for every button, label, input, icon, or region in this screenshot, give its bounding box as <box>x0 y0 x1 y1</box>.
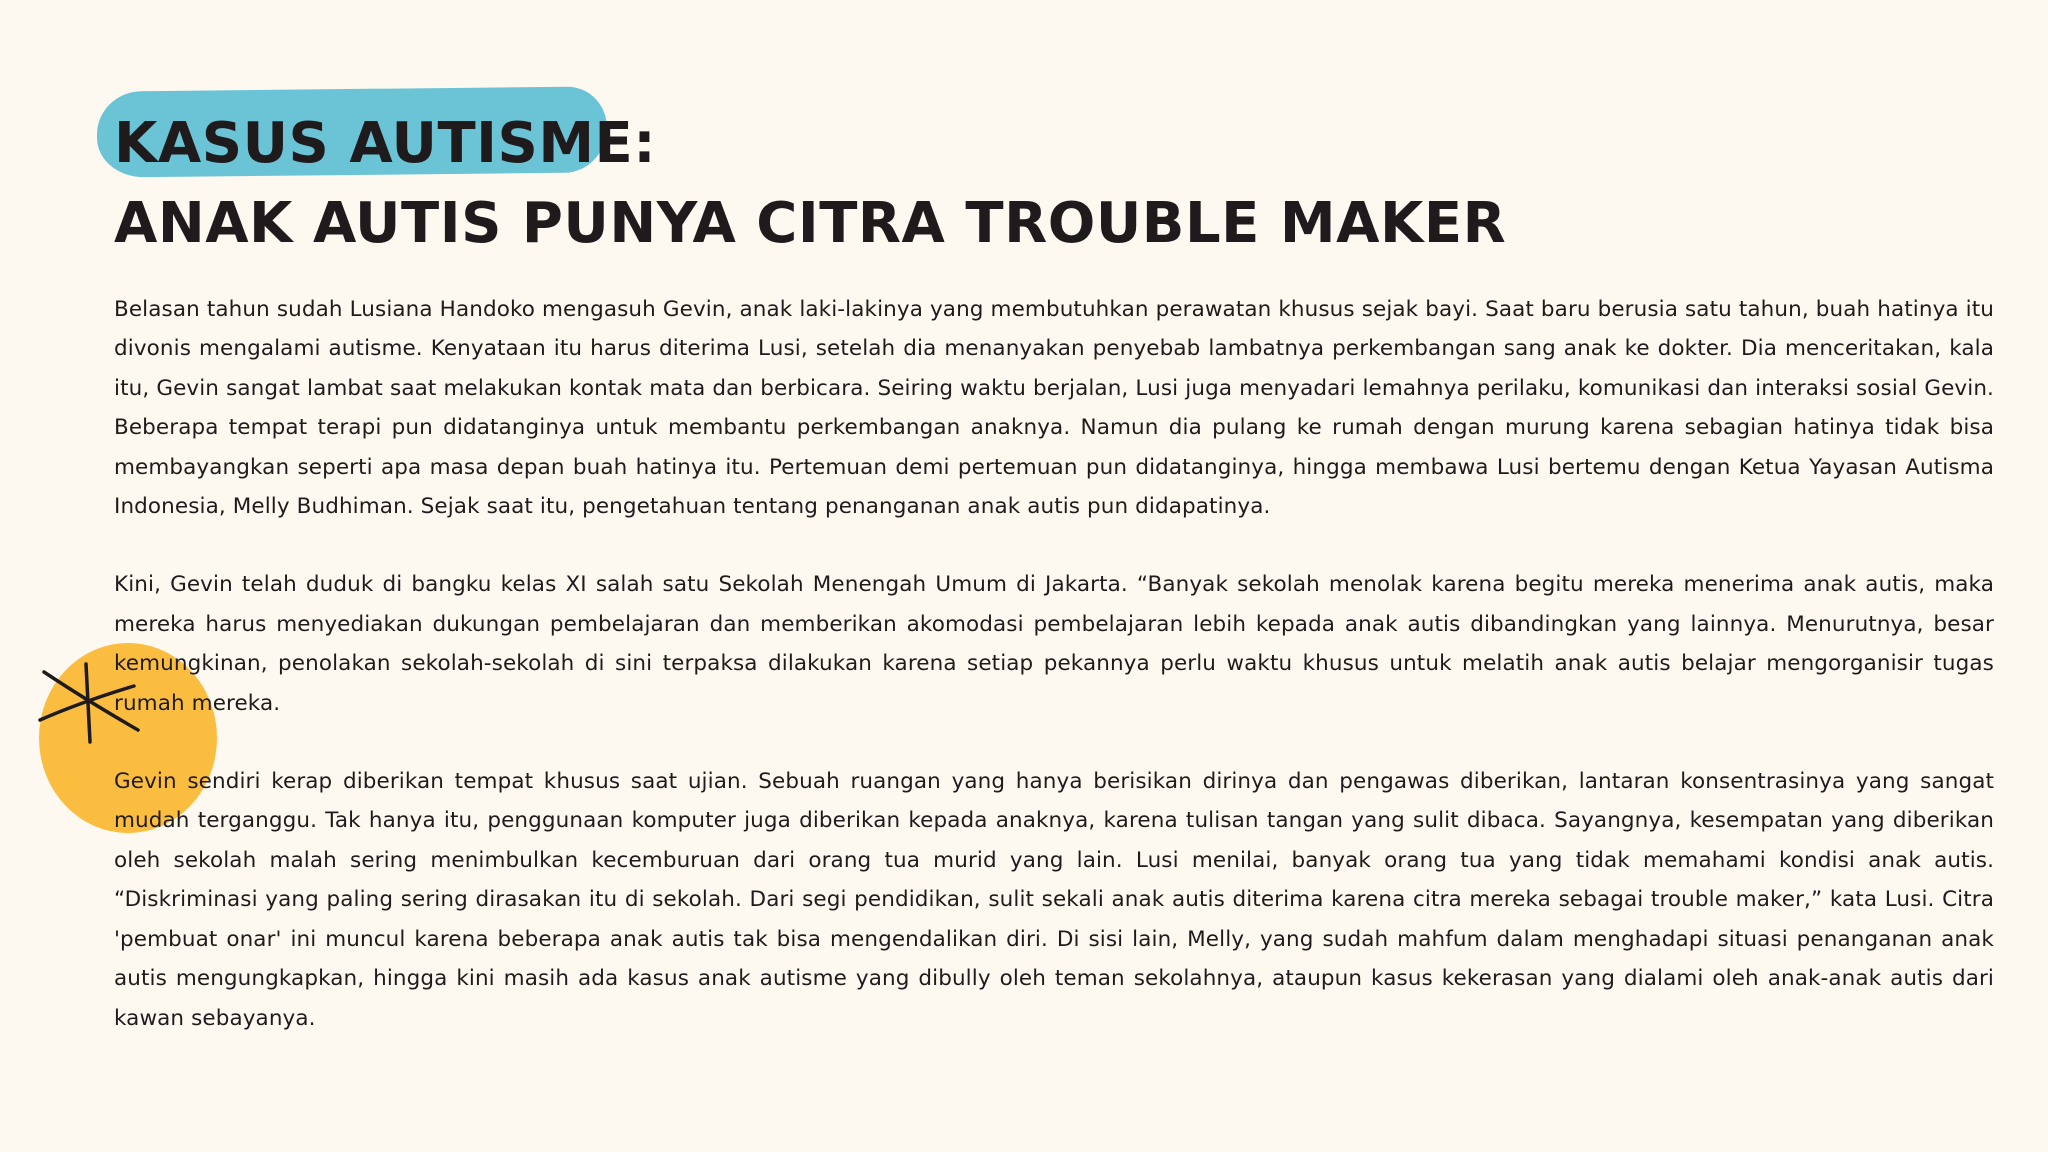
title-line-2: ANAK AUTIS PUNYA CITRA TROUBLE MAKER <box>114 191 1507 256</box>
article-body <box>114 290 1994 1077</box>
paragraph-3: Gevin sendiri kerap diberikan tempat khusus saat ujian. Sebuah ruangan yang hanya berisikan dirinya dan pengawas diberikan, lantaran konsentrasinya yang sangat mudah terganggu. Tak hanya itu, penggunaan komputer juga diberikan kepada anaknya, karena tulisan tangan yang sulit dibaca. Sayangnya, kesempatan yang diberikan oleh sekolah malah sering menimbulkan kecemburuan dari orang tua murid yang lain. Lusi menilai, banyak orang tua yang tidak memahami kondisi anak autis. “Diskriminasi yang paling sering dirasakan itu di sekolah. Dari segi pendidikan, sulit sekali anak autis diterima karena citra mereka sebagai trouble maker,” kata Lusi. Citra 'pembuat onar' ini muncul karena beberapa anak autis tak bisa mengendalikan diri. Di sisi lain, Melly, yang sudah mahfum dalam menghadapi situasi penanganan anak autis mengungkapkan, hingga kini masih ada kasus anak autisme yang dibully oleh teman sekolahnya, ataupun kasus kekerasan yang dialami oleh anak-anak autis dari kawan sebayanya. <box>114 769 1994 1031</box>
paragraph-1: Belasan tahun sudah Lusiana Handoko mengasuh Gevin, anak laki-lakinya yang membutuhkan perawatan khusus sejak bayi. Saat baru berusia satu tahun, buah hatinya itu divonis mengalami autisme. Kenyataan itu harus diterima Lusi, setelah dia menanyakan penyebab lambatnya perkembangan sang anak ke dokter. Dia menceritakan, kala itu, Gevin sangat lambat saat melakukan kontak mata dan berbicara. Seiring waktu berjalan, Lusi juga menyadari lemahnya perilaku, komunikasi dan interaksi sosial Gevin. Beberapa tempat terapi pun didatanginya untuk membantu perkembangan anaknya. Namun dia pulang ke rumah dengan murung karena sebagian hatinya tidak bisa membayangkan seperti apa masa depan buah hatinya itu. Pertemuan demi pertemuan pun didatanginya, hingga membawa Lusi bertemu dengan Ketua Yayasan Autisma Indonesia, Melly Budhiman. Sejak saat itu, pengetahuan tentang penanganan anak autis pun didapatinya. <box>114 297 1994 520</box>
paragraph-2: Kini, Gevin telah duduk di bangku kelas XI salah satu Sekolah Menengah Umum di Jakarta. “Banyak sekolah menolak karena begitu mereka menerima anak autis, maka mereka harus menyediakan dukungan pembelajaran dan memberikan akomodasi pembelajaran lebih kepada anak autis dibandingkan yang lainnya. Menurutnya, besar kemungkinan, penolakan sekolah-sekolah di sini terpaksa dilakukan karena setiap pekannya perlu waktu khusus untuk melatih anak autis belajar mengorganisir tugas rumah mereka. <box>114 572 1994 716</box>
title-line-1: KASUS AUTISME: <box>114 111 657 176</box>
